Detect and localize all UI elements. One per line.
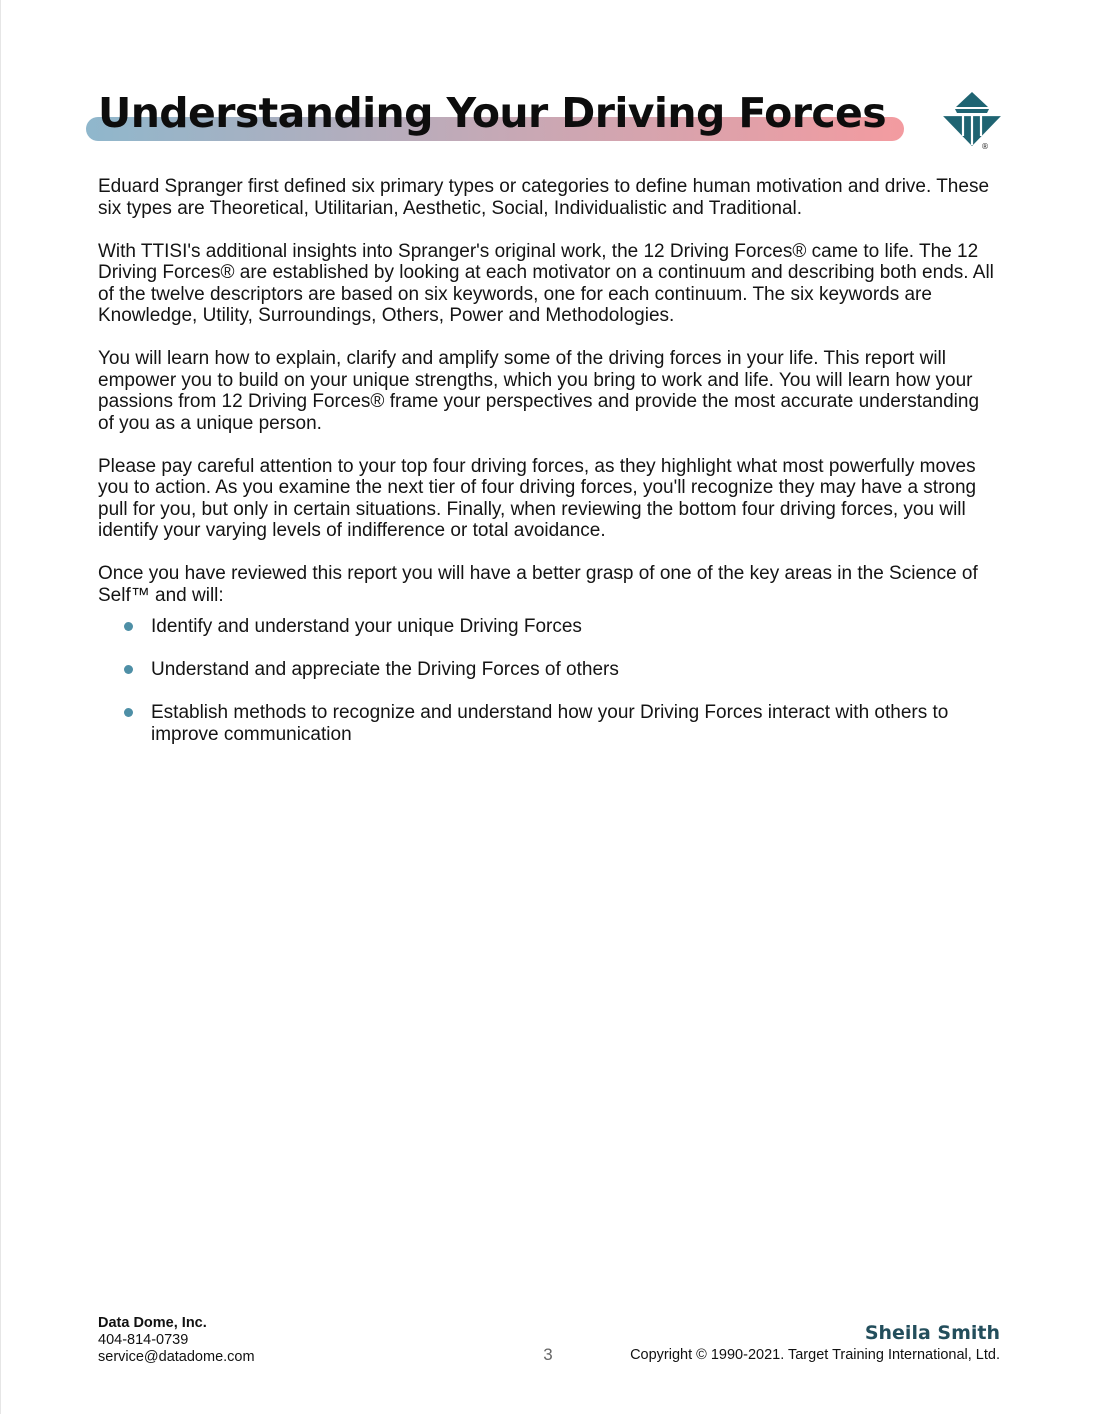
paragraph-learn: You will learn how to explain, clarify and amplify some of the driving forces in your life. This report will empower you to build on your unique strengths, which you bring to work and life. You will learn how your passions from 12 Driving Forces® frame your perspectives and provide the most accurate understanding of you as a unique person. — [98, 348, 980, 434]
paragraph-ttisi-insights: With TTISI's additional insights into Spranger's original work, the 12 Driving Forces® came to life. The 12 Driving Forces® are established by looking at each motivator on a continuum and describing both ends. All of the twelve descriptors are based on six keywords, one for each continuum. The six keywords are Knowledge, Utility, Surroundings, Others, Power and Methodologies. — [98, 240, 994, 326]
list-item-text: Establish methods to recognize and understand how your Driving Forces interact with others to improve communication — [151, 702, 949, 745]
page-header — [86, 88, 904, 144]
list-item — [98, 659, 998, 681]
company-phone: 404-814-0739 — [98, 1332, 189, 1348]
footer-right — [630, 1321, 1000, 1365]
page-number: 3 — [543, 1345, 553, 1364]
bullet-icon — [124, 622, 133, 631]
paragraph-attention: Please pay careful attention to your top four driving forces, as they highlight what most powerfully moves you to action. As you examine the next tier of four driving forces, you'll recognize they may have a strong pull for you, but only in certain situations. Finally, when reviewing the bottom four driving forces, you will identify your varying levels of indifference or total avoidance. — [98, 455, 977, 541]
copyright-notice: Copyright © 1990-2021. Target Training International, Ltd. — [630, 1347, 1000, 1363]
main-content — [98, 176, 998, 767]
bullet-icon — [124, 665, 133, 674]
ttisi-logo-icon — [941, 90, 1003, 150]
list-item-text: Identify and understand your unique Driving Forces — [151, 616, 582, 637]
list-item — [98, 702, 998, 745]
company-name: Data Dome, Inc. — [98, 1315, 207, 1331]
company-email: service@datadome.com — [98, 1349, 255, 1365]
benefits-list — [98, 616, 998, 745]
registered-mark: ® — [981, 142, 989, 150]
bullet-icon — [124, 708, 133, 717]
list-item — [98, 616, 998, 638]
paragraph-spranger: Eduard Spranger first defined six primary types or categories to define human motivation and drive. These six types are Theoretical, Utilitarian, Aesthetic, Social, Individualistic and Traditional. — [98, 176, 990, 219]
page-title: Understanding Your Driving Forces — [98, 89, 887, 137]
list-item-text: Understand and appreciate the Driving Forces of others — [151, 659, 619, 680]
paragraph-once-reviewed: Once you have reviewed this report you will have a better grasp of one of the key areas in the Science of Self™ and will: — [98, 563, 978, 606]
respondent-name: Sheila Smith — [864, 1322, 1000, 1344]
footer-contact — [98, 1315, 255, 1366]
